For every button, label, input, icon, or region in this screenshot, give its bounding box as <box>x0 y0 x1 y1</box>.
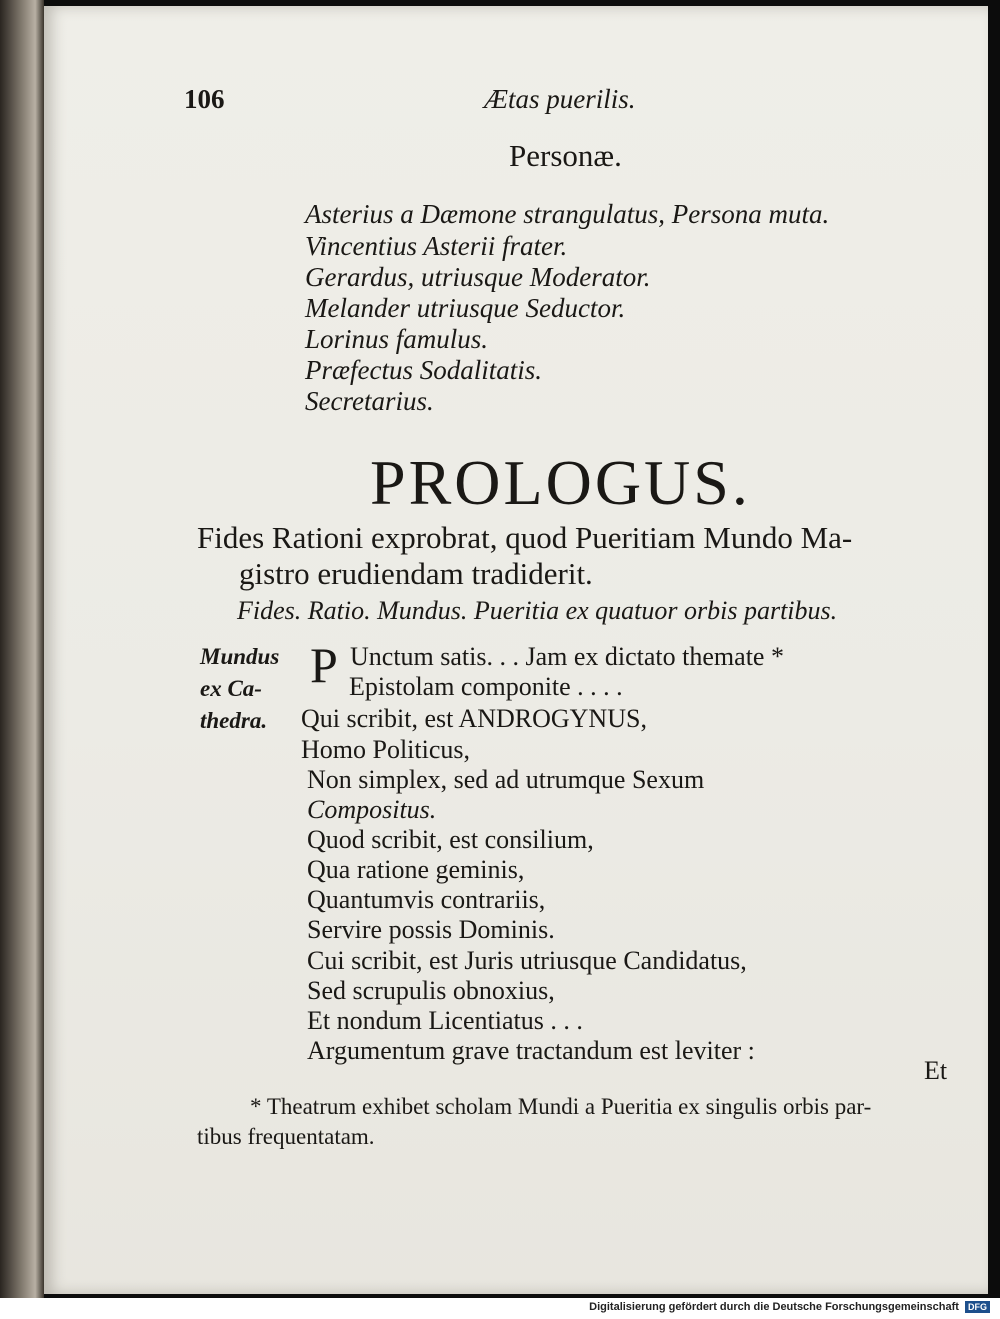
verse-line: Quantumvis contrariis, <box>307 885 546 914</box>
verse-line: Compositus. <box>307 795 437 824</box>
verse-line: Quod scribit, est consilium, <box>307 825 594 854</box>
verse-line: Sed scrupulis obnoxius, <box>307 976 555 1005</box>
cast-line: Asterius a Dæmone strangulatus, Persona muta. <box>305 199 830 229</box>
margin-note: thedra. <box>200 708 268 733</box>
verse-line: Non simplex, sed ad utrumque Sexum <box>307 765 705 794</box>
verse-line: Argumentum grave tractandum est leviter : <box>307 1036 755 1065</box>
page-number: 106 <box>184 84 225 114</box>
cast-line: Secretarius. <box>305 386 434 416</box>
drop-cap: P <box>310 637 338 693</box>
verse-line: Unctum satis. . . Jam ex dictato themate * <box>350 642 784 671</box>
book-page <box>44 6 988 1294</box>
argument-line: gistro erudiendam tradiderit. <box>239 556 593 591</box>
cast-line: Lorinus famulus. <box>305 324 489 354</box>
margin-note: Mundus <box>200 644 280 669</box>
personae-heading: Personæ. <box>509 138 622 173</box>
footnote-line: * Theatrum exhibet scholam Mundi a Pueritia ex singulis orbis par- <box>250 1094 872 1119</box>
footnote-line: tibus frequentatam. <box>197 1124 375 1149</box>
verse-line: Servire possis Dominis. <box>307 915 555 944</box>
margin-note: ex Ca- <box>200 676 262 701</box>
running-title: Ætas puerilis. <box>484 84 636 114</box>
credit-text: Digitalisierung gefördert durch die Deutsche Forschungsgemeinschaft <box>589 1301 959 1313</box>
verse-line: Et nondum Licentiatus . . . <box>307 1006 583 1035</box>
digitization-credit <box>589 1301 990 1313</box>
cast-line: Gerardus, utriusque Moderator. <box>305 262 651 292</box>
verse-line: Homo Politicus, <box>301 735 471 764</box>
prologue-title: PROLOGUS. <box>370 447 751 518</box>
cast-line: Vincentius Asterii frater. <box>305 231 568 261</box>
verse-line: Qui scribit, est ANDROGYNUS, <box>301 704 647 733</box>
speakers-list: Fides. Ratio. Mundus. Pueritia ex quatuor orbis partibus. <box>237 596 838 625</box>
cast-line: Melander utriusque Seductor. <box>305 293 626 323</box>
facing-page-edge <box>0 0 44 1298</box>
verse-line: Qua ratione geminis, <box>307 855 525 884</box>
verse-line: Epistolam componite . . . . <box>349 672 623 701</box>
verse-line: Cui scribit, est Juris utriusque Candidatus, <box>307 946 747 975</box>
dfg-logo: DFG <box>965 1301 990 1313</box>
cast-line: Præfectus Sodalitatis. <box>305 355 543 385</box>
catchword: Et <box>924 1056 948 1085</box>
argument-line: Fides Rationi exprobrat, quod Pueritiam Mundo Ma- <box>197 520 853 555</box>
